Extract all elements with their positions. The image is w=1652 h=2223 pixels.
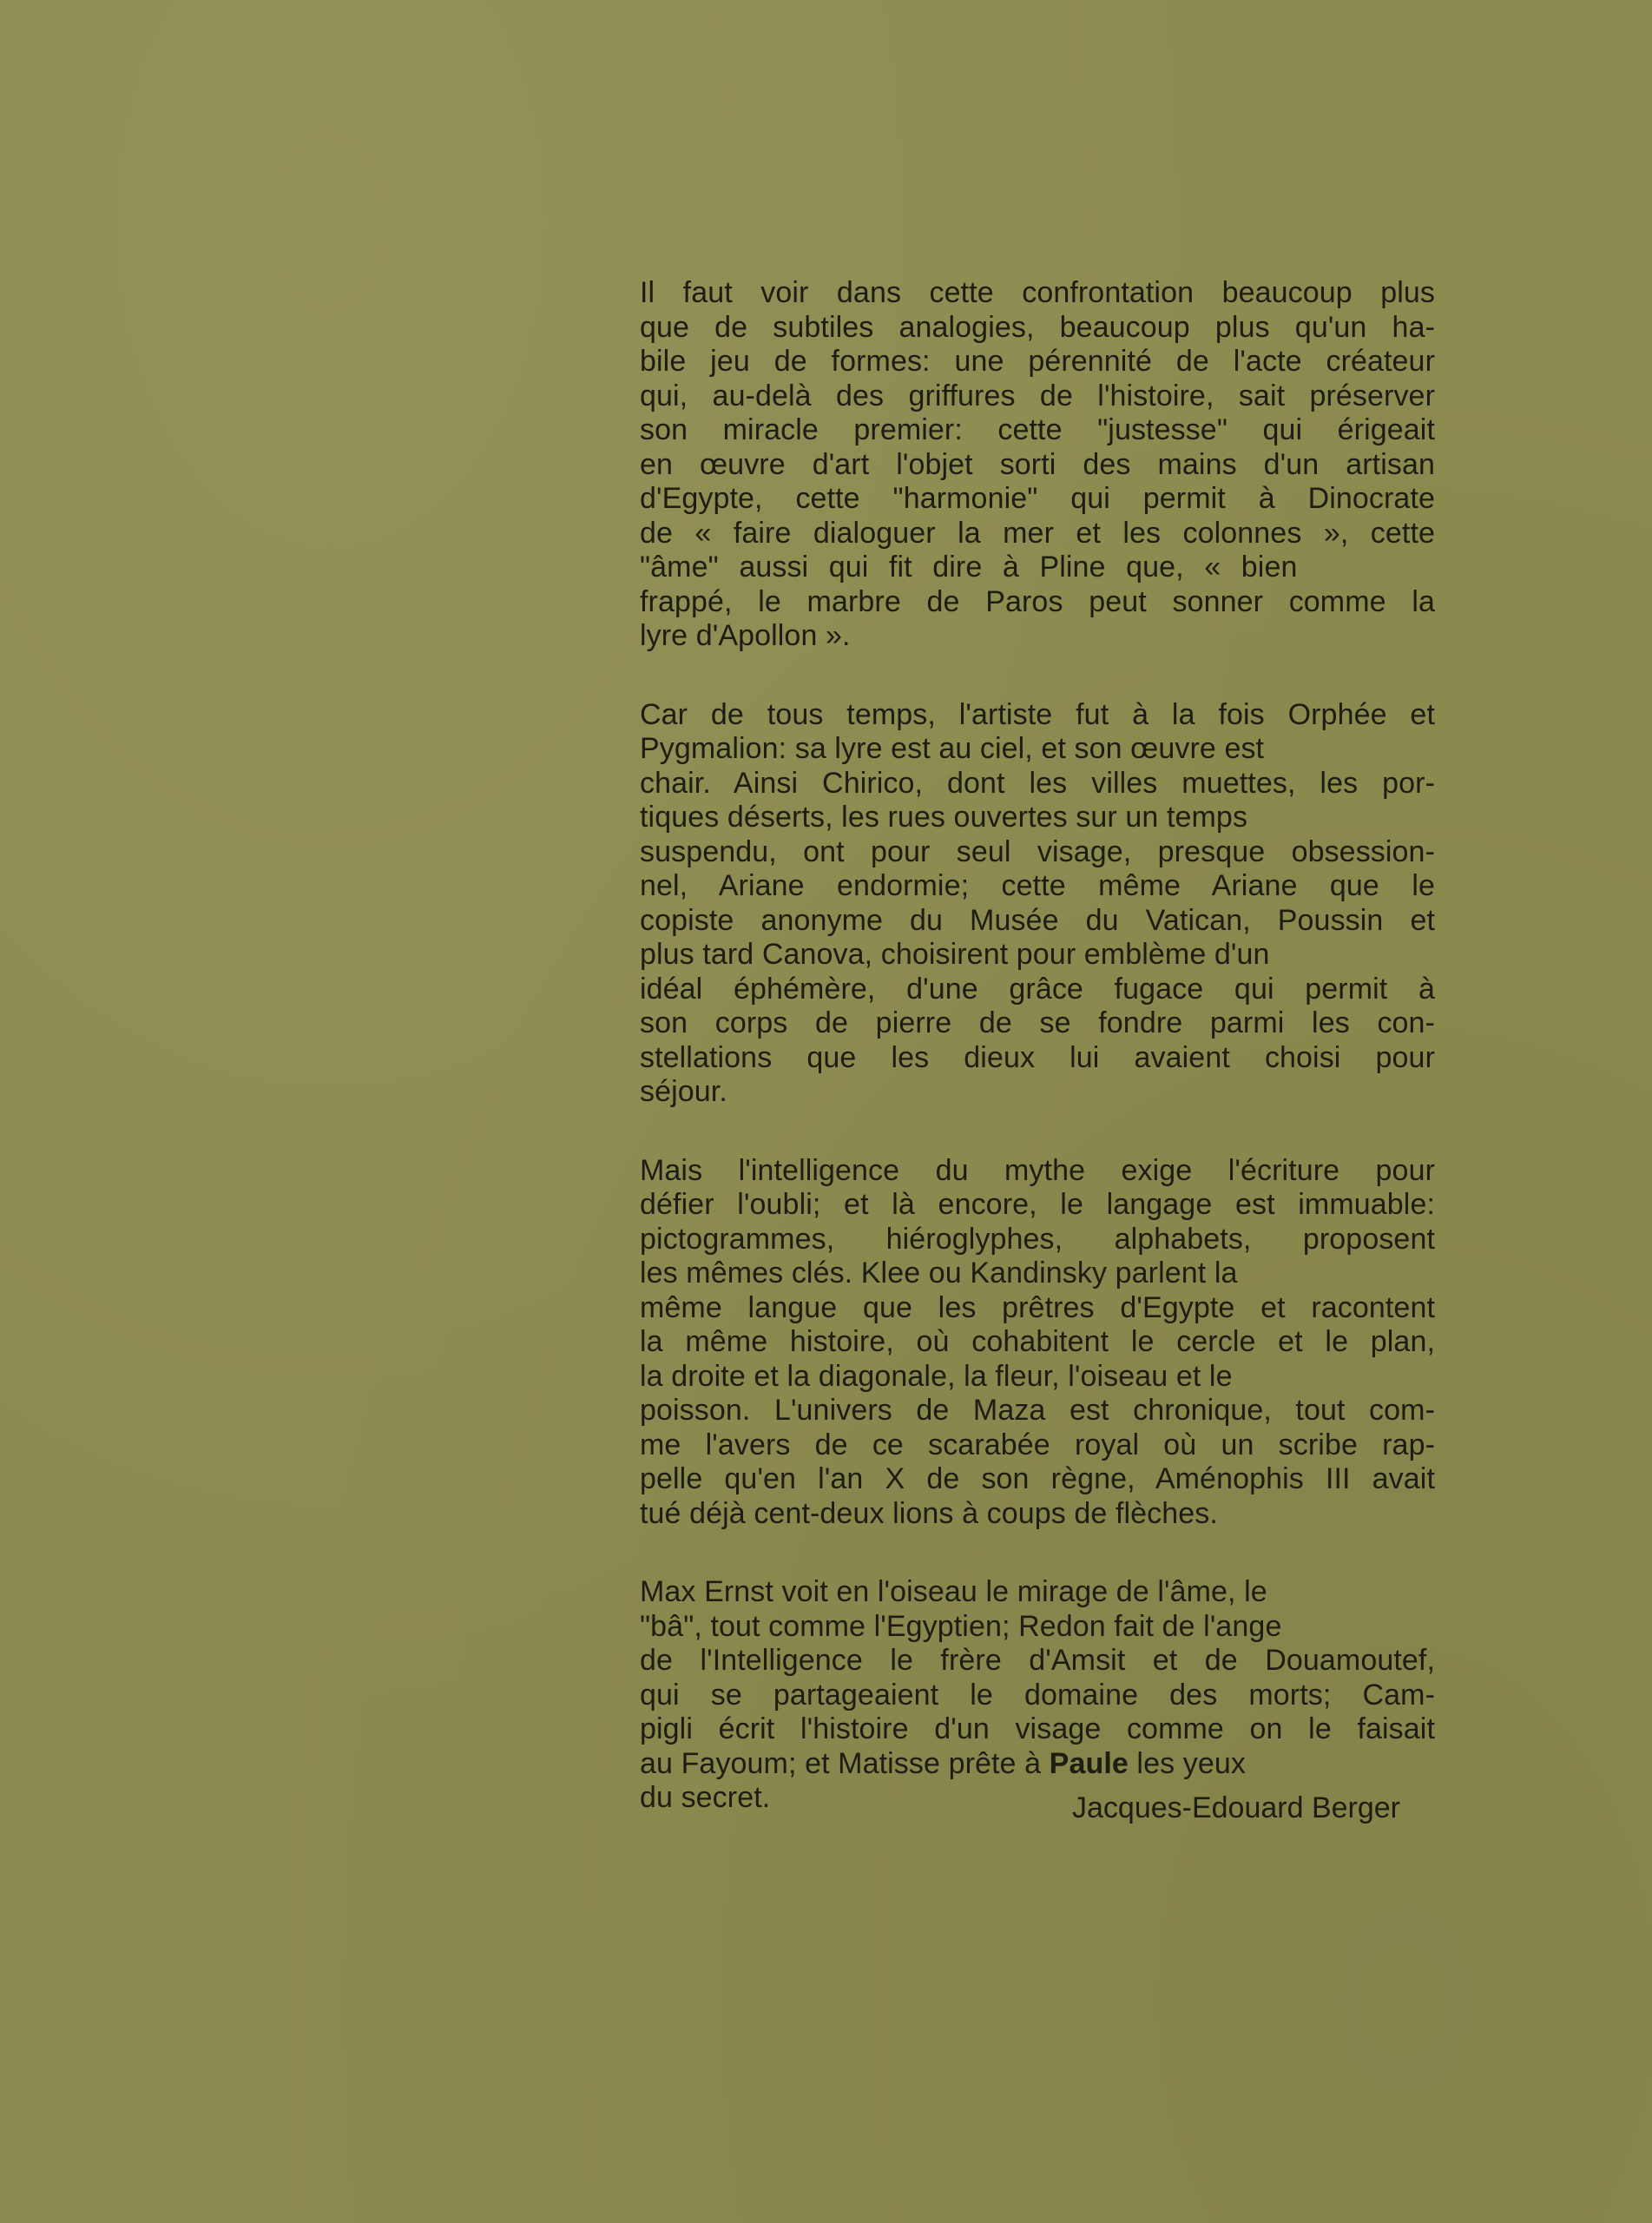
text-line: nel, Ariane endormie; cette même Ariane que le — [640, 869, 1435, 902]
text-line: "âme" aussi qui fit dire à Pline que, « bien — [640, 551, 1298, 584]
text-line: Mais l'intelligence du mythe exige l'écriture pour — [640, 1153, 1435, 1187]
text-line: qui, au-delà des griffures de l'histoire, sait préserver — [640, 379, 1435, 412]
text-line: la droite et la diagonale, la fleur, l'oiseau et le — [640, 1359, 1233, 1393]
text-line-with-emphasis — [640, 1747, 1435, 1782]
text-line: Il faut voir dans cette confrontation beaucoup plus — [640, 276, 1435, 309]
text-line: me l'avers de ce scarabée royal où un scribe rap- — [640, 1428, 1435, 1461]
text-line: tué déjà cent-deux lions à coups de flèches. — [640, 1496, 1218, 1530]
paragraph-2 — [640, 698, 1435, 1110]
text-line: Pygmalion: sa lyre est au ciel, et son œuvre est — [640, 732, 1265, 765]
text-line: pigli écrit l'histoire d'un visage comme on le faisait — [640, 1712, 1435, 1745]
text-line: de « faire dialoguer la mer et les colonnes », cette — [640, 516, 1435, 550]
text-line: son corps de pierre de se fondre parmi les con- — [640, 1006, 1435, 1039]
text-line: d'Egypte, cette "harmonie" qui permit à Dinocrate — [640, 482, 1435, 515]
paragraph-1 — [640, 276, 1435, 654]
text-line: en œuvre d'art l'objet sorti des mains d'un artisan — [640, 447, 1435, 481]
text-line: "bâ", tout comme l'Egyptien; Redon fait de l'ange — [640, 1609, 1282, 1643]
text-line: du secret. — [640, 1781, 771, 1814]
text-line: chair. Ainsi Chirico, dont les villes muettes, les por- — [640, 766, 1435, 800]
text-line: les mêmes clés. Klee ou Kandinsky parlent la — [640, 1257, 1238, 1290]
text-line: de l'Intelligence le frère d'Amsit et de Douamoutef, — [640, 1644, 1435, 1677]
author-signature: Jacques-Edouard Berger — [1072, 1791, 1401, 1824]
essay-text — [640, 276, 1435, 1816]
text-line: tiques déserts, les rues ouvertes sur un temps — [640, 801, 1248, 834]
paragraph-4 — [640, 1575, 1435, 1816]
text-line: plus tard Canova, choisirent pour emblème d'un — [640, 938, 1270, 971]
text-line: frappé, le marbre de Paros peut sonner comme la — [640, 584, 1435, 618]
text-line: copiste anonyme du Musée du Vatican, Poussin et — [640, 903, 1435, 937]
text-line: bile jeu de formes: une pérennité de l'acte créateur — [640, 345, 1435, 378]
text-line: pictogrammes, hiéroglyphes, alphabets, proposent — [640, 1222, 1435, 1256]
text-line: séjour. — [640, 1075, 727, 1108]
text-line: défier l'oubli; et là encore, le langage est immuable: — [640, 1188, 1435, 1221]
text-line: lyre d'Apollon ». — [640, 619, 851, 652]
text-run: au Fayoum; et Matisse prête à — [640, 1746, 1050, 1780]
text-run: les yeux — [1128, 1746, 1246, 1780]
text-line: poisson. L'univers de Maza est chronique, tout com- — [640, 1394, 1435, 1427]
text-line: son miracle premier: cette "justesse" qui érigeait — [640, 413, 1435, 446]
text-line: suspendu, ont pour seul visage, presque obsession- — [640, 834, 1435, 868]
text-line: Car de tous temps, l'artiste fut à la fois Orphée et — [640, 697, 1435, 731]
text-line: que de subtiles analogies, beaucoup plus qu'un ha- — [640, 310, 1435, 344]
text-line: la même histoire, où cohabitent le cercle et le plan, — [640, 1325, 1435, 1358]
text-line: stellations que les dieux lui avaient choisi pour — [640, 1040, 1435, 1074]
paragraph-3 — [640, 1154, 1435, 1532]
text-line: Max Ernst voit en l'oiseau le mirage de l'âme, le — [640, 1575, 1267, 1608]
text-line: idéal éphémère, d'une grâce fugace qui permit à — [640, 972, 1435, 1006]
text-line: même langue que les prêtres d'Egypte et racontent — [640, 1290, 1435, 1324]
text-line: pelle qu'en l'an X de son règne, Aménophis III avait — [640, 1462, 1435, 1495]
text-line: qui se partageaient le domaine des morts; Cam- — [640, 1678, 1435, 1712]
emphasized-name: Paule — [1049, 1746, 1129, 1780]
